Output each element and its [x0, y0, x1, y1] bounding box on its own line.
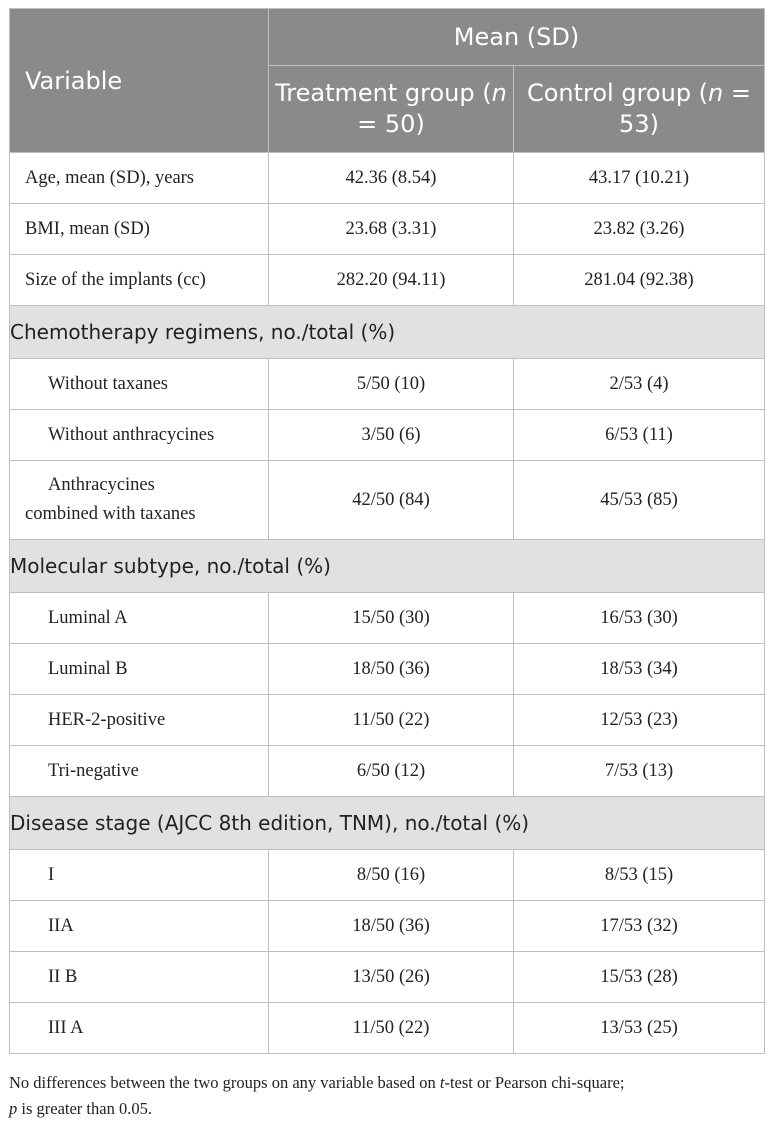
row-label: Age, mean (SD), years [10, 153, 269, 204]
table-row [10, 593, 765, 644]
treatment-value: 23.68 (3.31) [269, 204, 514, 255]
section-title-disease-stage: Disease stage (AJCC 8th edition, TNM), no./total (%) [10, 797, 765, 850]
treatment-value: 5/50 (10) [269, 359, 514, 410]
variable-header: Variable [10, 9, 269, 153]
control-value: 8/53 (15) [514, 850, 765, 901]
control-value: 12/53 (23) [514, 695, 765, 746]
control-value: 16/53 (30) [514, 593, 765, 644]
row-label: Luminal B [10, 644, 269, 695]
table-row [10, 952, 765, 1003]
treatment-value: 42/50 (84) [269, 461, 514, 540]
control-group-header: Control group (n = 53) [514, 66, 765, 153]
control-value: 15/53 (28) [514, 952, 765, 1003]
table-row [10, 153, 765, 204]
table-row [10, 410, 765, 461]
row-label: Luminal A [10, 593, 269, 644]
control-value: 17/53 (32) [514, 901, 765, 952]
baseline-characteristics-table [9, 8, 765, 1054]
section-title-chemotherapy: Chemotherapy regimens, no./total (%) [10, 306, 765, 359]
treatment-value: 13/50 (26) [269, 952, 514, 1003]
section-header-row [10, 797, 765, 850]
table-row [10, 901, 765, 952]
row-label: Anthracycines combined with taxanes [10, 461, 269, 540]
row-label: Tri-negative [10, 746, 269, 797]
table-row [10, 255, 765, 306]
treatment-value: 18/50 (36) [269, 644, 514, 695]
control-value: 2/53 (4) [514, 359, 765, 410]
treatment-value: 11/50 (22) [269, 1003, 514, 1054]
row-label: HER-2-positive [10, 695, 269, 746]
control-value: 7/53 (13) [514, 746, 765, 797]
treatment-value: 282.20 (94.11) [269, 255, 514, 306]
row-label: Size of the implants (cc) [10, 255, 269, 306]
row-label: BMI, mean (SD) [10, 204, 269, 255]
table-row [10, 746, 765, 797]
row-label: III A [10, 1003, 269, 1054]
treatment-value: 8/50 (16) [269, 850, 514, 901]
treatment-value: 11/50 (22) [269, 695, 514, 746]
treatment-value: 15/50 (30) [269, 593, 514, 644]
row-label: IIA [10, 901, 269, 952]
table-footnote: No differences between the two groups on any variable based on t-test or Pearson chi-square; p is greater than 0.05. [9, 1073, 625, 1118]
control-value: 281.04 (92.38) [514, 255, 765, 306]
row-label: II B [10, 952, 269, 1003]
treatment-value: 18/50 (36) [269, 901, 514, 952]
table-container [9, 8, 764, 1054]
treatment-value: 6/50 (12) [269, 746, 514, 797]
section-title-molecular: Molecular subtype, no./total (%) [10, 540, 765, 593]
control-value: 18/53 (34) [514, 644, 765, 695]
table-row [10, 461, 765, 540]
table-row [10, 204, 765, 255]
control-value: 13/53 (25) [514, 1003, 765, 1054]
mean-sd-header: Mean (SD) [269, 9, 765, 66]
row-label: Without anthracycines [10, 410, 269, 461]
row-label: I [10, 850, 269, 901]
table-row [10, 644, 765, 695]
row-label: Without taxanes [10, 359, 269, 410]
treatment-value: 3/50 (6) [269, 410, 514, 461]
section-header-row [10, 540, 765, 593]
treatment-value: 42.36 (8.54) [269, 153, 514, 204]
control-value: 6/53 (11) [514, 410, 765, 461]
control-value: 45/53 (85) [514, 461, 765, 540]
table-row [10, 695, 765, 746]
table-row [10, 359, 765, 410]
table-row [10, 850, 765, 901]
control-value: 43.17 (10.21) [514, 153, 765, 204]
table-row [10, 1003, 765, 1054]
control-value: 23.82 (3.26) [514, 204, 765, 255]
treatment-group-header: Treatment group (n = 50) [269, 66, 514, 153]
section-header-row [10, 306, 765, 359]
